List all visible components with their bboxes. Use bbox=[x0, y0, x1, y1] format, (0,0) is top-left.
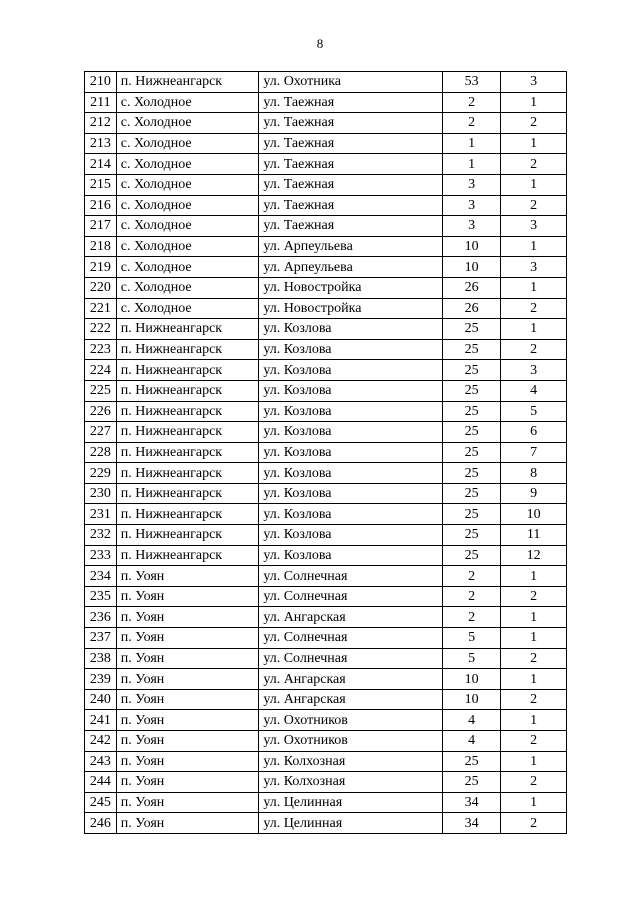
apartment-number-cell: 1 bbox=[501, 566, 567, 587]
row-number-cell: 225 bbox=[85, 380, 117, 401]
table-row bbox=[85, 360, 567, 381]
house-number-cell: 2 bbox=[442, 92, 500, 113]
row-number-cell: 233 bbox=[85, 545, 117, 566]
table-row bbox=[85, 72, 567, 93]
row-number-cell: 222 bbox=[85, 319, 117, 340]
house-number-cell: 10 bbox=[442, 689, 500, 710]
street-cell: ул. Солнечная bbox=[259, 628, 443, 649]
table-row bbox=[85, 174, 567, 195]
table-row bbox=[85, 504, 567, 525]
row-number-cell: 211 bbox=[85, 92, 117, 113]
street-cell: ул. Таежная bbox=[259, 195, 443, 216]
row-number-cell: 242 bbox=[85, 731, 117, 752]
house-number-cell: 25 bbox=[442, 380, 500, 401]
row-number-cell: 229 bbox=[85, 463, 117, 484]
street-cell: ул. Колхозная bbox=[259, 772, 443, 793]
street-cell: ул. Козлова bbox=[259, 545, 443, 566]
street-cell: ул. Козлова bbox=[259, 360, 443, 381]
apartment-number-cell: 2 bbox=[501, 772, 567, 793]
table-row bbox=[85, 648, 567, 669]
apartment-number-cell: 2 bbox=[501, 154, 567, 175]
row-number-cell: 245 bbox=[85, 792, 117, 813]
settlement-cell: с. Холодное bbox=[116, 236, 259, 257]
house-number-cell: 2 bbox=[442, 113, 500, 134]
street-cell: ул. Козлова bbox=[259, 504, 443, 525]
street-cell: ул. Арпеульева bbox=[259, 257, 443, 278]
house-number-cell: 2 bbox=[442, 607, 500, 628]
table-row bbox=[85, 422, 567, 443]
row-number-cell: 236 bbox=[85, 607, 117, 628]
apartment-number-cell: 1 bbox=[501, 133, 567, 154]
settlement-cell: п. Уоян bbox=[116, 751, 259, 772]
settlement-cell: п. Нижнеангарск bbox=[116, 401, 259, 422]
table-row bbox=[85, 586, 567, 607]
street-cell: ул. Охотников bbox=[259, 731, 443, 752]
settlement-cell: п. Нижнеангарск bbox=[116, 339, 259, 360]
table-row bbox=[85, 113, 567, 134]
row-number-cell: 244 bbox=[85, 772, 117, 793]
apartment-number-cell: 2 bbox=[501, 689, 567, 710]
apartment-number-cell: 2 bbox=[501, 195, 567, 216]
apartment-number-cell: 2 bbox=[501, 113, 567, 134]
apartment-number-cell: 2 bbox=[501, 586, 567, 607]
house-number-cell: 34 bbox=[442, 813, 500, 834]
settlement-cell: п. Уоян bbox=[116, 628, 259, 649]
settlement-cell: с. Холодное bbox=[116, 113, 259, 134]
street-cell: ул. Новостройка bbox=[259, 298, 443, 319]
settlement-cell: п. Уоян bbox=[116, 792, 259, 813]
house-number-cell: 25 bbox=[442, 422, 500, 443]
table-row bbox=[85, 545, 567, 566]
house-number-cell: 25 bbox=[442, 442, 500, 463]
house-number-cell: 26 bbox=[442, 298, 500, 319]
row-number-cell: 232 bbox=[85, 525, 117, 546]
street-cell: ул. Таежная bbox=[259, 174, 443, 195]
street-cell: ул. Ангарская bbox=[259, 669, 443, 690]
settlement-cell: с. Холодное bbox=[116, 298, 259, 319]
street-cell: ул. Козлова bbox=[259, 339, 443, 360]
apartment-number-cell: 1 bbox=[501, 607, 567, 628]
house-number-cell: 25 bbox=[442, 772, 500, 793]
apartment-number-cell: 8 bbox=[501, 463, 567, 484]
street-cell: ул. Целинная bbox=[259, 813, 443, 834]
row-number-cell: 223 bbox=[85, 339, 117, 360]
street-cell: ул. Козлова bbox=[259, 442, 443, 463]
house-number-cell: 3 bbox=[442, 195, 500, 216]
table-row bbox=[85, 669, 567, 690]
settlement-cell: п. Уоян bbox=[116, 710, 259, 731]
settlement-cell: п. Нижнеангарск bbox=[116, 72, 259, 93]
apartment-number-cell: 1 bbox=[501, 319, 567, 340]
table-row bbox=[85, 257, 567, 278]
table-row bbox=[85, 566, 567, 587]
row-number-cell: 217 bbox=[85, 216, 117, 237]
apartment-number-cell: 9 bbox=[501, 483, 567, 504]
table-row bbox=[85, 710, 567, 731]
apartment-number-cell: 1 bbox=[501, 92, 567, 113]
apartment-number-cell: 5 bbox=[501, 401, 567, 422]
table-row bbox=[85, 319, 567, 340]
row-number-cell: 239 bbox=[85, 669, 117, 690]
table-row bbox=[85, 277, 567, 298]
apartment-number-cell: 3 bbox=[501, 72, 567, 93]
house-number-cell: 2 bbox=[442, 566, 500, 587]
house-number-cell: 25 bbox=[442, 401, 500, 422]
house-number-cell: 25 bbox=[442, 751, 500, 772]
settlement-cell: п. Нижнеангарск bbox=[116, 545, 259, 566]
address-table-body bbox=[85, 72, 567, 834]
house-number-cell: 5 bbox=[442, 628, 500, 649]
apartment-number-cell: 12 bbox=[501, 545, 567, 566]
house-number-cell: 4 bbox=[442, 731, 500, 752]
settlement-cell: п. Нижнеангарск bbox=[116, 360, 259, 381]
street-cell: ул. Таежная bbox=[259, 154, 443, 175]
settlement-cell: п. Уоян bbox=[116, 813, 259, 834]
row-number-cell: 243 bbox=[85, 751, 117, 772]
house-number-cell: 10 bbox=[442, 236, 500, 257]
settlement-cell: п. Уоян bbox=[116, 607, 259, 628]
apartment-number-cell: 10 bbox=[501, 504, 567, 525]
street-cell: ул. Целинная bbox=[259, 792, 443, 813]
table-row bbox=[85, 607, 567, 628]
house-number-cell: 10 bbox=[442, 669, 500, 690]
apartment-number-cell: 2 bbox=[501, 731, 567, 752]
street-cell: ул. Ангарская bbox=[259, 689, 443, 710]
house-number-cell: 2 bbox=[442, 586, 500, 607]
table-row bbox=[85, 298, 567, 319]
table-row bbox=[85, 380, 567, 401]
house-number-cell: 25 bbox=[442, 360, 500, 381]
apartment-number-cell: 1 bbox=[501, 236, 567, 257]
street-cell: ул. Солнечная bbox=[259, 648, 443, 669]
house-number-cell: 25 bbox=[442, 504, 500, 525]
settlement-cell: с. Холодное bbox=[116, 216, 259, 237]
row-number-cell: 218 bbox=[85, 236, 117, 257]
street-cell: ул. Козлова bbox=[259, 380, 443, 401]
house-number-cell: 25 bbox=[442, 483, 500, 504]
row-number-cell: 224 bbox=[85, 360, 117, 381]
row-number-cell: 210 bbox=[85, 72, 117, 93]
settlement-cell: п. Уоян bbox=[116, 566, 259, 587]
address-table bbox=[84, 71, 567, 834]
street-cell: ул. Колхозная bbox=[259, 751, 443, 772]
street-cell: ул. Охотников bbox=[259, 710, 443, 731]
table-row bbox=[85, 339, 567, 360]
settlement-cell: п. Нижнеангарск bbox=[116, 525, 259, 546]
row-number-cell: 234 bbox=[85, 566, 117, 587]
table-row bbox=[85, 401, 567, 422]
settlement-cell: п. Нижнеангарск bbox=[116, 504, 259, 525]
apartment-number-cell: 1 bbox=[501, 174, 567, 195]
settlement-cell: п. Нижнеангарск bbox=[116, 422, 259, 443]
row-number-cell: 241 bbox=[85, 710, 117, 731]
apartment-number-cell: 3 bbox=[501, 360, 567, 381]
settlement-cell: п. Уоян bbox=[116, 669, 259, 690]
row-number-cell: 221 bbox=[85, 298, 117, 319]
street-cell: ул. Ангарская bbox=[259, 607, 443, 628]
row-number-cell: 226 bbox=[85, 401, 117, 422]
row-number-cell: 212 bbox=[85, 113, 117, 134]
street-cell: ул. Козлова bbox=[259, 525, 443, 546]
row-number-cell: 230 bbox=[85, 483, 117, 504]
table-row bbox=[85, 628, 567, 649]
house-number-cell: 4 bbox=[442, 710, 500, 731]
street-cell: ул. Козлова bbox=[259, 401, 443, 422]
settlement-cell: с. Холодное bbox=[116, 195, 259, 216]
row-number-cell: 228 bbox=[85, 442, 117, 463]
row-number-cell: 216 bbox=[85, 195, 117, 216]
settlement-cell: п. Уоян bbox=[116, 689, 259, 710]
street-cell: ул. Таежная bbox=[259, 113, 443, 134]
house-number-cell: 34 bbox=[442, 792, 500, 813]
apartment-number-cell: 2 bbox=[501, 339, 567, 360]
table-row bbox=[85, 813, 567, 834]
street-cell: ул. Таежная bbox=[259, 216, 443, 237]
house-number-cell: 25 bbox=[442, 319, 500, 340]
apartment-number-cell: 1 bbox=[501, 669, 567, 690]
table-row bbox=[85, 92, 567, 113]
row-number-cell: 227 bbox=[85, 422, 117, 443]
settlement-cell: п. Уоян bbox=[116, 731, 259, 752]
settlement-cell: с. Холодное bbox=[116, 257, 259, 278]
house-number-cell: 25 bbox=[442, 339, 500, 360]
row-number-cell: 237 bbox=[85, 628, 117, 649]
table-row bbox=[85, 133, 567, 154]
table-row bbox=[85, 463, 567, 484]
street-cell: ул. Козлова bbox=[259, 422, 443, 443]
apartment-number-cell: 7 bbox=[501, 442, 567, 463]
apartment-number-cell: 3 bbox=[501, 216, 567, 237]
apartment-number-cell: 3 bbox=[501, 257, 567, 278]
settlement-cell: с. Холодное bbox=[116, 174, 259, 195]
house-number-cell: 3 bbox=[442, 216, 500, 237]
settlement-cell: с. Холодное bbox=[116, 154, 259, 175]
settlement-cell: п. Нижнеангарск bbox=[116, 380, 259, 401]
apartment-number-cell: 1 bbox=[501, 628, 567, 649]
apartment-number-cell: 1 bbox=[501, 792, 567, 813]
table-row bbox=[85, 525, 567, 546]
row-number-cell: 238 bbox=[85, 648, 117, 669]
apartment-number-cell: 2 bbox=[501, 813, 567, 834]
settlement-cell: п. Уоян bbox=[116, 586, 259, 607]
table-row bbox=[85, 689, 567, 710]
settlement-cell: п. Нижнеангарск bbox=[116, 483, 259, 504]
page-number: 8 bbox=[316, 36, 324, 51]
apartment-number-cell: 6 bbox=[501, 422, 567, 443]
street-cell: ул. Козлова bbox=[259, 463, 443, 484]
house-number-cell: 1 bbox=[442, 133, 500, 154]
row-number-cell: 235 bbox=[85, 586, 117, 607]
house-number-cell: 26 bbox=[442, 277, 500, 298]
row-number-cell: 246 bbox=[85, 813, 117, 834]
house-number-cell: 53 bbox=[442, 72, 500, 93]
row-number-cell: 213 bbox=[85, 133, 117, 154]
street-cell: ул. Арпеульева bbox=[259, 236, 443, 257]
row-number-cell: 215 bbox=[85, 174, 117, 195]
table-row bbox=[85, 154, 567, 175]
settlement-cell: п. Нижнеангарск bbox=[116, 319, 259, 340]
table-row bbox=[85, 751, 567, 772]
settlement-cell: п. Нижнеангарск bbox=[116, 463, 259, 484]
settlement-cell: с. Холодное bbox=[116, 133, 259, 154]
street-cell: ул. Солнечная bbox=[259, 566, 443, 587]
street-cell: ул. Таежная bbox=[259, 92, 443, 113]
street-cell: ул. Таежная bbox=[259, 133, 443, 154]
settlement-cell: п. Нижнеангарск bbox=[116, 442, 259, 463]
house-number-cell: 5 bbox=[442, 648, 500, 669]
house-number-cell: 10 bbox=[442, 257, 500, 278]
table-row bbox=[85, 731, 567, 752]
settlement-cell: с. Холодное bbox=[116, 92, 259, 113]
table-row bbox=[85, 442, 567, 463]
table-row bbox=[85, 772, 567, 793]
apartment-number-cell: 1 bbox=[501, 710, 567, 731]
settlement-cell: п. Уоян bbox=[116, 648, 259, 669]
table-row bbox=[85, 216, 567, 237]
house-number-cell: 25 bbox=[442, 463, 500, 484]
street-cell: ул. Охотника bbox=[259, 72, 443, 93]
apartment-number-cell: 2 bbox=[501, 648, 567, 669]
apartment-number-cell: 4 bbox=[501, 380, 567, 401]
row-number-cell: 240 bbox=[85, 689, 117, 710]
apartment-number-cell: 1 bbox=[501, 277, 567, 298]
house-number-cell: 25 bbox=[442, 545, 500, 566]
street-cell: ул. Солнечная bbox=[259, 586, 443, 607]
settlement-cell: п. Уоян bbox=[116, 772, 259, 793]
street-cell: ул. Новостройка bbox=[259, 277, 443, 298]
settlement-cell: с. Холодное bbox=[116, 277, 259, 298]
row-number-cell: 214 bbox=[85, 154, 117, 175]
apartment-number-cell: 11 bbox=[501, 525, 567, 546]
house-number-cell: 25 bbox=[442, 525, 500, 546]
apartment-number-cell: 1 bbox=[501, 751, 567, 772]
table-row bbox=[85, 195, 567, 216]
street-cell: ул. Козлова bbox=[259, 483, 443, 504]
table-row bbox=[85, 236, 567, 257]
table-row bbox=[85, 792, 567, 813]
row-number-cell: 219 bbox=[85, 257, 117, 278]
apartment-number-cell: 2 bbox=[501, 298, 567, 319]
row-number-cell: 220 bbox=[85, 277, 117, 298]
row-number-cell: 231 bbox=[85, 504, 117, 525]
house-number-cell: 3 bbox=[442, 174, 500, 195]
table-row bbox=[85, 483, 567, 504]
house-number-cell: 1 bbox=[442, 154, 500, 175]
street-cell: ул. Козлова bbox=[259, 319, 443, 340]
